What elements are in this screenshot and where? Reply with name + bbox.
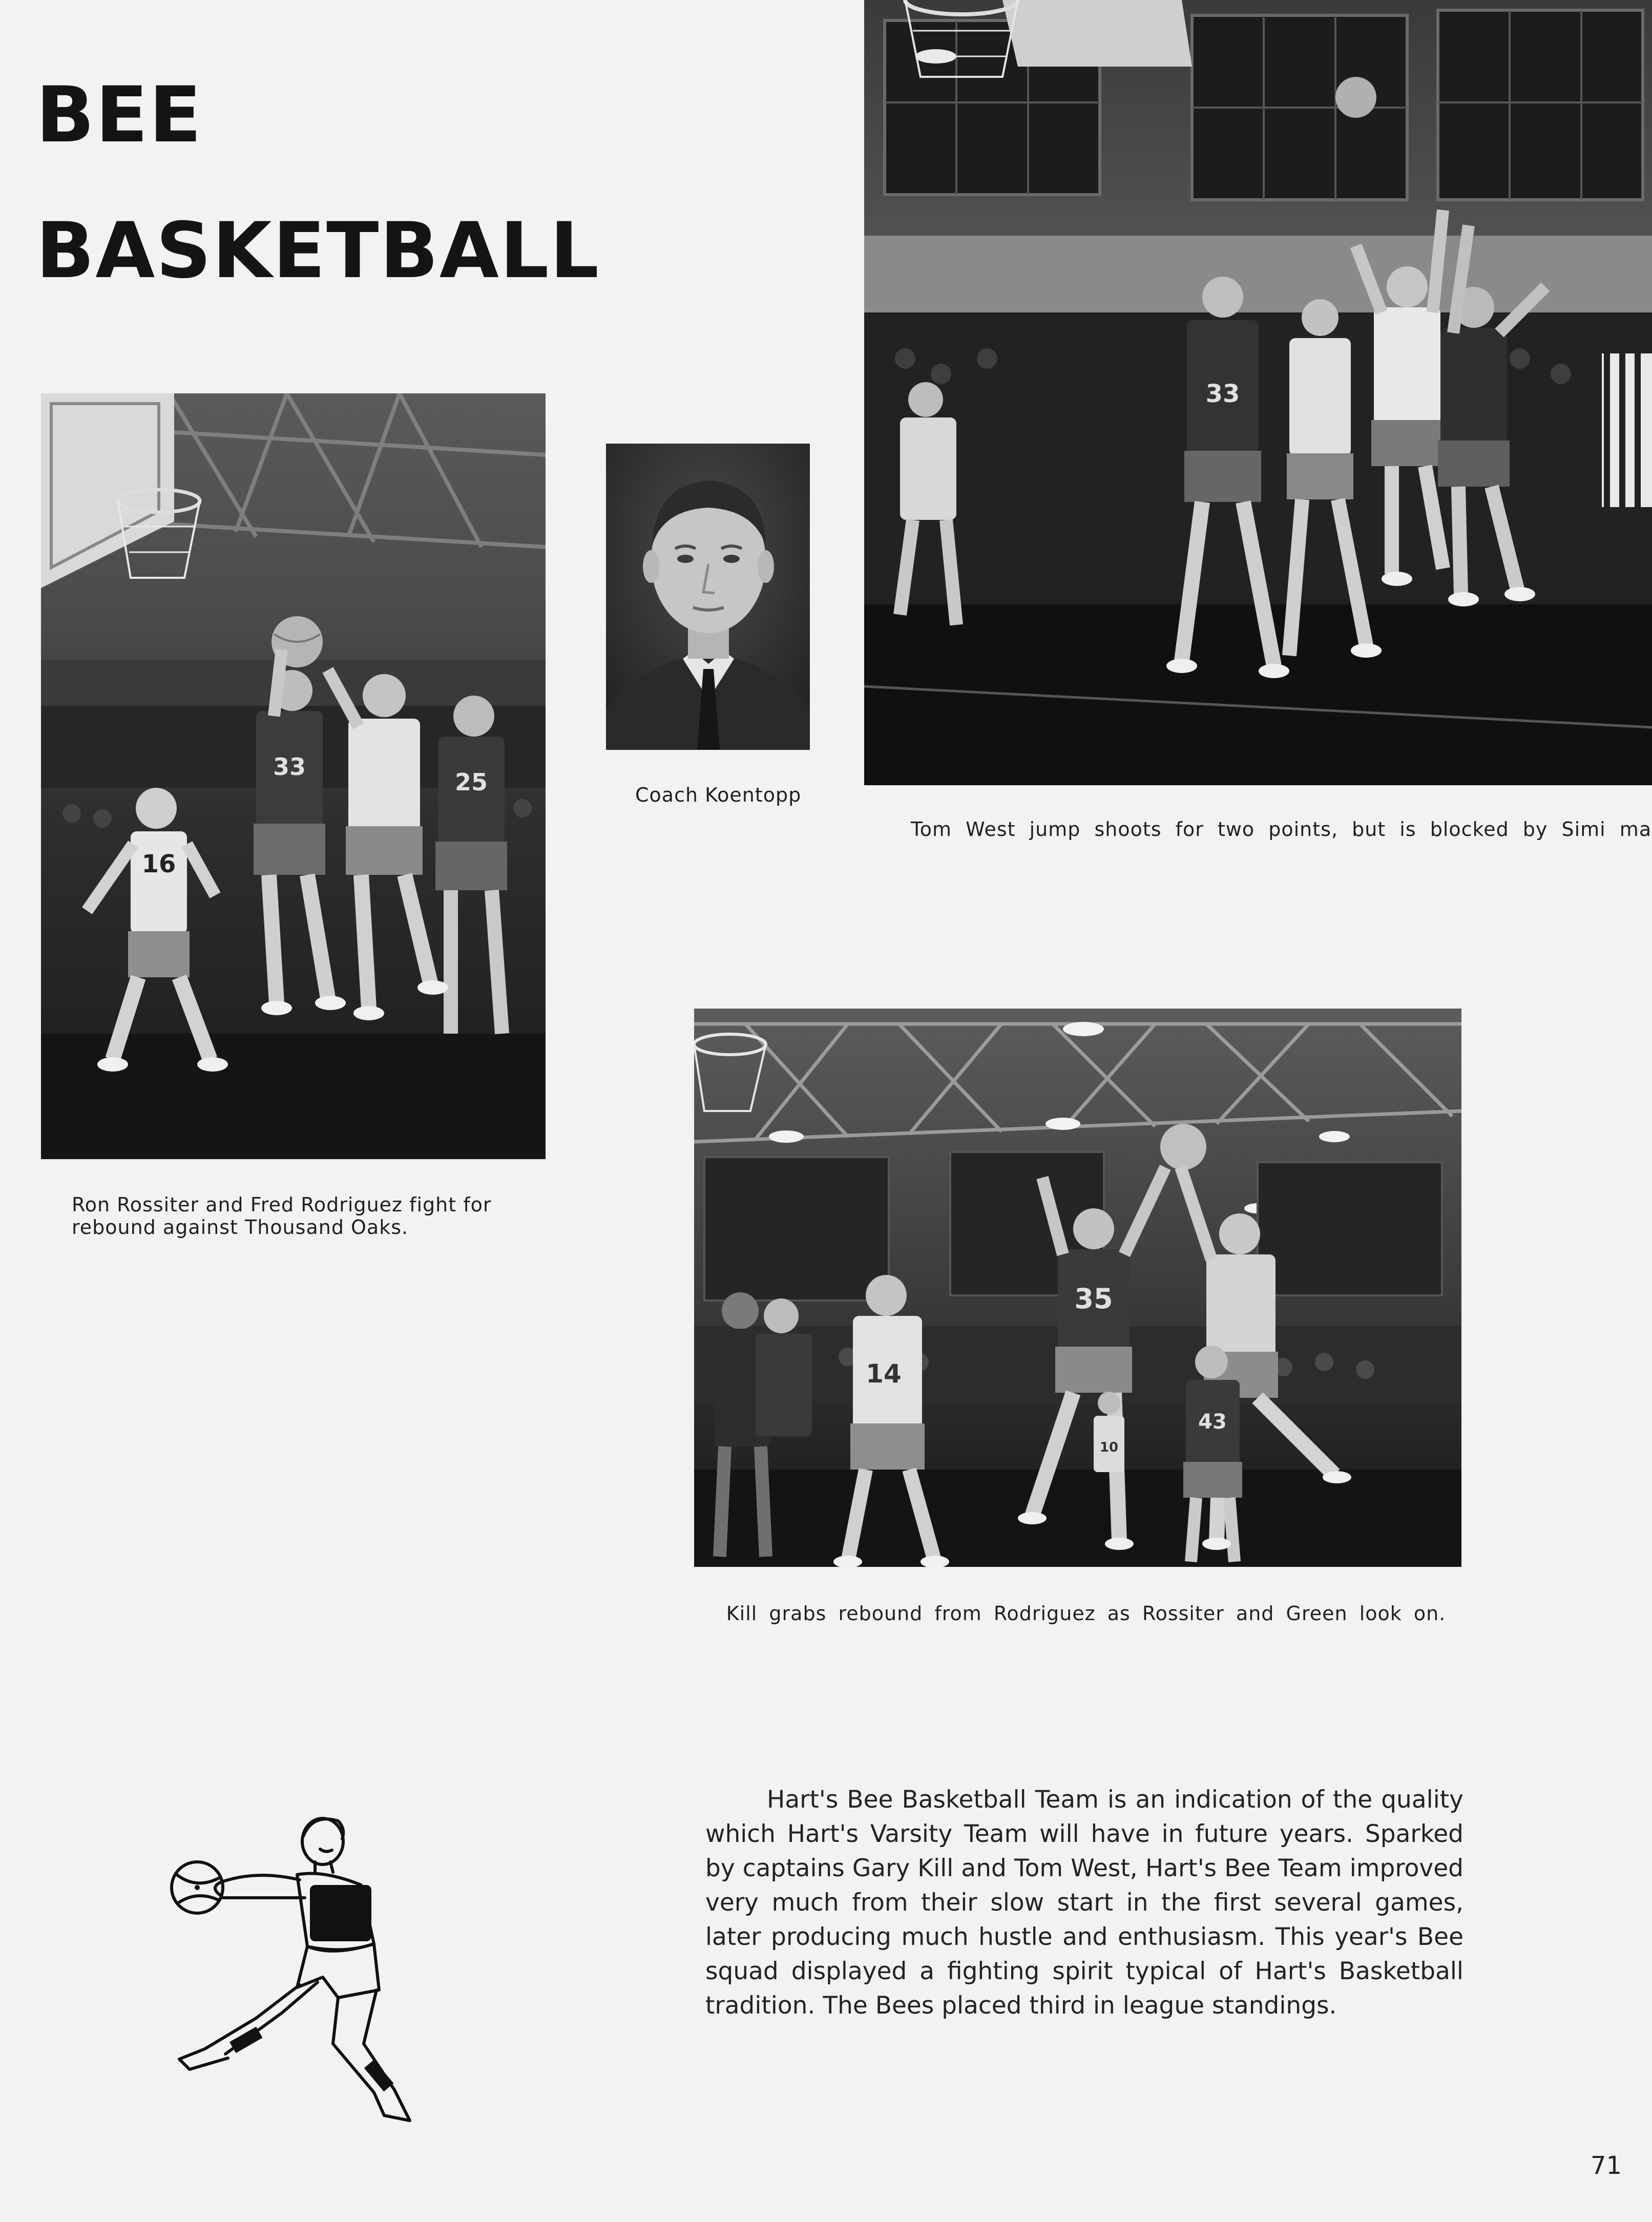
jersey-number: 43 xyxy=(1198,1410,1227,1434)
coach-portrait xyxy=(606,444,810,750)
page-number: 71 xyxy=(1591,2151,1622,2180)
jersey-number: 10 xyxy=(1099,1440,1119,1455)
rebound-caption: Ron Rossiter and Fred Rodriguez fight for rebound against Thousand Oaks. xyxy=(72,1193,492,1239)
jump-shot-photo xyxy=(864,0,1652,785)
kill-rebound-photo xyxy=(694,1009,1461,1567)
jersey-number: 33 xyxy=(1205,380,1240,408)
jersey-number: 16 xyxy=(141,850,176,878)
jump-shot-caption: Tom West jump shoots for two points, but is blocked by Simi ma xyxy=(911,818,1652,841)
article-body: Hart's Bee Basketball Team is an indication of the quality which Hart's Varsity Team will have in future years. Sparked by captains Gary Kill and Tom West, Hart's Bee Team improved very much from their slow start in the first several games, later producing much hustle and enthusiasm. This year's Bee squad displayed a fighting spirit typical of Hart's Basketball tradition. The Bees placed third in league standings. xyxy=(705,1786,1463,2020)
page-title-line-2: BASKETBALL xyxy=(36,206,600,296)
coach-caption: Coach Koentopp xyxy=(635,784,802,806)
basketball-player-illustration xyxy=(169,1813,497,2131)
jersey-number: 35 xyxy=(1074,1283,1113,1315)
jersey-number: 33 xyxy=(273,753,306,781)
rebound-photo xyxy=(41,393,546,1159)
kill-rebound-caption: Kill grabs rebound from Rodriguez as Rossiter and Green look on. xyxy=(726,1602,1446,1625)
jersey-number: 25 xyxy=(454,768,488,796)
page-title-line-1: BEE xyxy=(36,71,203,160)
jersey-number: 14 xyxy=(866,1359,902,1389)
